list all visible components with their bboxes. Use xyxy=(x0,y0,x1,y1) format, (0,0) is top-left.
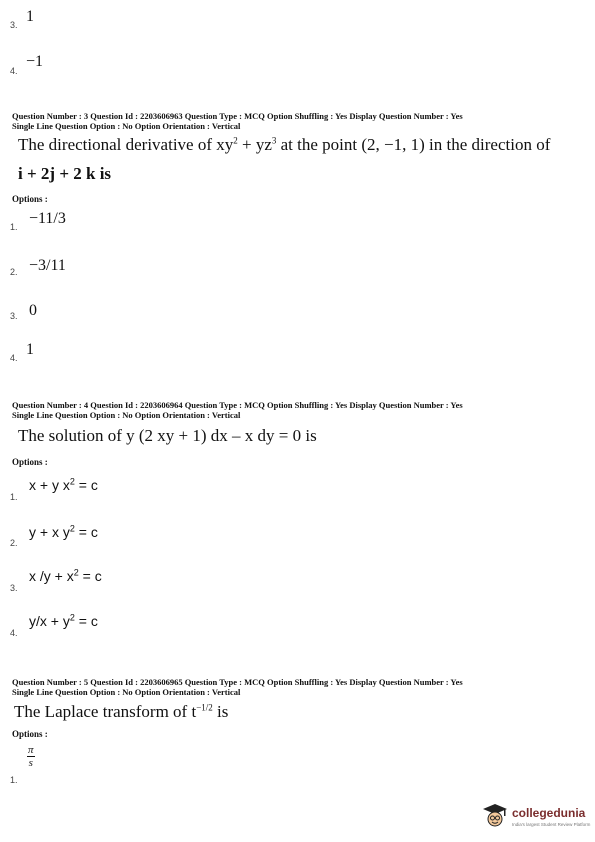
option-text: $y/x + y^2 = c$ xyxy=(29,612,98,629)
option-text: −1 xyxy=(26,53,44,70)
option-text: x $/y + x^2 = c$ xyxy=(29,567,102,584)
question-text: The directional derivative of $xy^2 + yz^3$ at the point (2, −1, 1) in the direction of xyxy=(18,135,551,154)
option-number: 4. xyxy=(10,66,18,76)
option-number: 4. xyxy=(10,353,18,363)
graduate-icon xyxy=(482,802,508,830)
option-fraction xyxy=(27,744,35,769)
options-label: Options : xyxy=(12,457,48,467)
option-number: 3. xyxy=(10,311,18,321)
option-number: 1. xyxy=(10,492,18,502)
option-number: 3. xyxy=(10,20,18,30)
options-label: Options : xyxy=(12,194,48,204)
question-meta: Single Line Question Option : No Option Orientation : Vertical xyxy=(12,121,241,131)
option-number: 2. xyxy=(10,538,18,548)
option-text: x + y $x^2 = c$ xyxy=(29,476,98,493)
option-text: −11/3 xyxy=(29,210,66,227)
question-meta: Question Number : 3 Question Id : 2203606963 Question Type : MCQ Option Shuffling : Yes Display Question Number : Yes xyxy=(12,111,463,121)
option-number: 1. xyxy=(10,775,18,785)
option-text: −3/11 xyxy=(29,257,66,274)
option-number: 3. xyxy=(10,583,18,593)
question-meta: Question Number : 5 Question Id : 2203606965 Question Type : MCQ Option Shuffling : Yes Display Question Number : Yes xyxy=(12,677,463,687)
option-number: 4. xyxy=(10,628,18,638)
question-meta: Single Line Question Option : No Option Orientation : Vertical xyxy=(12,410,241,420)
collegedunia-logo xyxy=(482,802,592,832)
question-meta: Single Line Question Option : No Option Orientation : Vertical xyxy=(12,687,241,697)
option-text: y + x $y^2 = c$ xyxy=(29,523,98,540)
option-text: 1 xyxy=(26,8,34,25)
logo-tagline: India's largest Student Review Platform xyxy=(512,822,591,827)
logo-wordmark: collegedunia xyxy=(512,806,586,820)
fraction-numerator: π xyxy=(28,744,34,756)
question-text: The solution of y (2 xy + 1) dx – x dy = 0 is xyxy=(18,426,317,445)
options-label: Options : xyxy=(12,729,48,739)
option-number: 2. xyxy=(10,267,18,277)
option-text: 1 xyxy=(26,341,34,358)
question-meta: Question Number : 4 Question Id : 2203606964 Question Type : MCQ Option Shuffling : Yes Display Question Number : Yes xyxy=(12,400,463,410)
option-text: 0 xyxy=(29,302,37,319)
option-number: 1. xyxy=(10,222,18,232)
question-text: i + 2j + 2 k is xyxy=(18,164,112,183)
fraction-denominator: s xyxy=(28,757,33,769)
question-text: The Laplace transform of $t^{-1/2}$ is xyxy=(14,702,229,721)
